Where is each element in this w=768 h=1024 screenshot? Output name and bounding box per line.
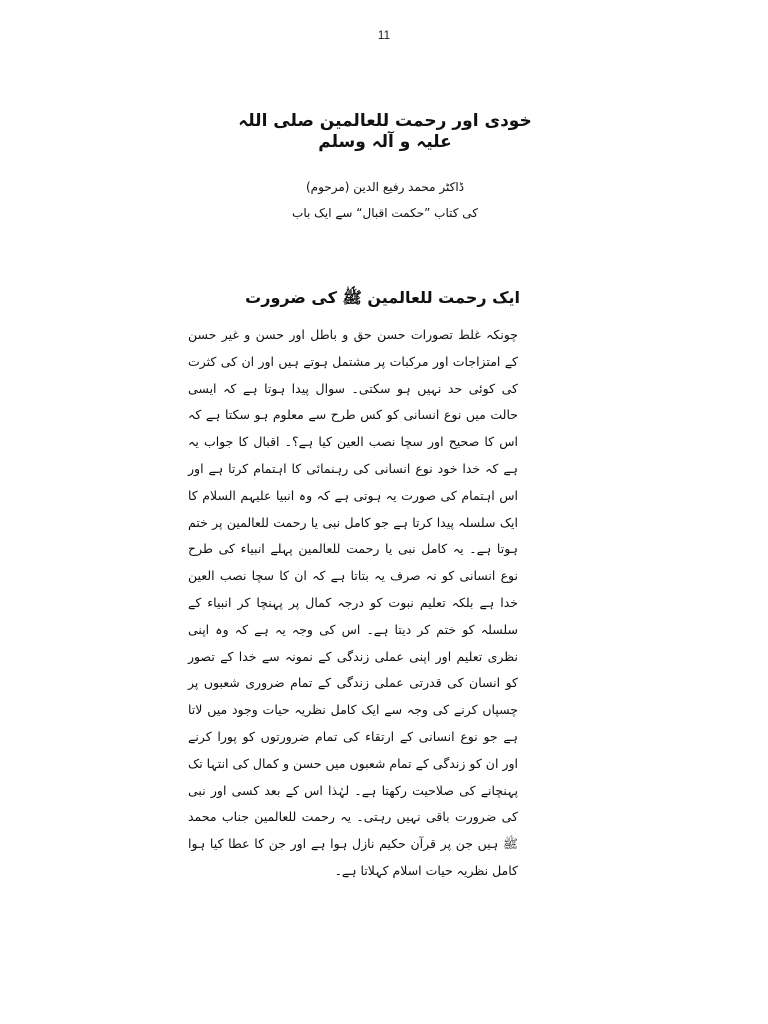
author-line: ڈاکٹر محمد رفیع الدین (مرحوم) xyxy=(305,180,465,194)
document-title: خودی اور رحمت للعالمین صلی اللہ علیہ و آلہ وسلم xyxy=(238,111,532,152)
page-number: 11 xyxy=(377,28,391,42)
section-heading: ایک رحمت للعالمین ﷺ کی ضرورت xyxy=(245,288,520,307)
body-paragraph: چونکہ غلط تصورات حسن حق و باطل اور حسن و غیر حسن کے امتزاجات اور مرکبات پر مشتمل ہوتے ہیں اور ان کی کثرت کی کوئی حد نہیں ہو سکتی۔ سوال پیدا ہوتا ہے کہ ایسی حالت میں نوع انسانی کو کس طرح سے معلوم ہو سکتا ہے کہ اس کا صحیح اور سچا نصب العین کیا ہے؟۔ اقبال کا جواب یہ ہے کہ خدا خود نوع انسانی کی رہنمائی کا اہتمام کرتا ہے اور اس اہتمام کی صورت یہ ہوتی ہے کہ وہ انبیا علیہم السلام کا ایک سلسلہ پیدا کرتا ہے جو کامل نبی یا رحمت للعالمین پر ختم ہوتا ہے۔ یہ کامل نبی یا رحمت للعالمین پہلے انبیاء کی طرح نوع انسانی کو نہ صرف یہ بتاتا ہے کہ ان کا سچا نصب العین خدا ہے بلکہ تعلیم نبوت کو درجہ کمال پر پہنچا کر انبیاء کے سلسلہ کو ختم کر دیتا ہے۔ اس کی وجہ یہ ہے کہ وہ اپنی نظری تعلیم اور اپنی عملی زندگی کے نمونہ سے خدا کے تصور کو انسان کی قدرتی عملی زندگی کے تمام ضروری شعبوں پر چسپاں کرنے کی وجہ سے ایک کامل نظریہ حیات وجود میں لاتا ہے جو نوع انسانی کے ارتقاء کی تمام ضرورتوں کو پورا کرنے اور ان کو زندگی کے تمام شعبوں میں حسن و کمال کی انتہا تک پہنچانے کی صلاحیت رکھتا ہے۔ لہٰذا اس کے بعد کسی اور نبی کی ضرورت باقی نہیں رہتی۔ یہ رحمت للعالمین جناب محمد ﷺ ہیں جن پر قرآن حکیم نازل ہوا ہے اور جن کا عطا کیا ہوا کامل نظریہ حیات اسلام کہلاتا ہے۔ xyxy=(188,327,518,878)
source-line: کی کتاب ”حکمت اقبال“ سے ایک باب xyxy=(292,206,478,220)
